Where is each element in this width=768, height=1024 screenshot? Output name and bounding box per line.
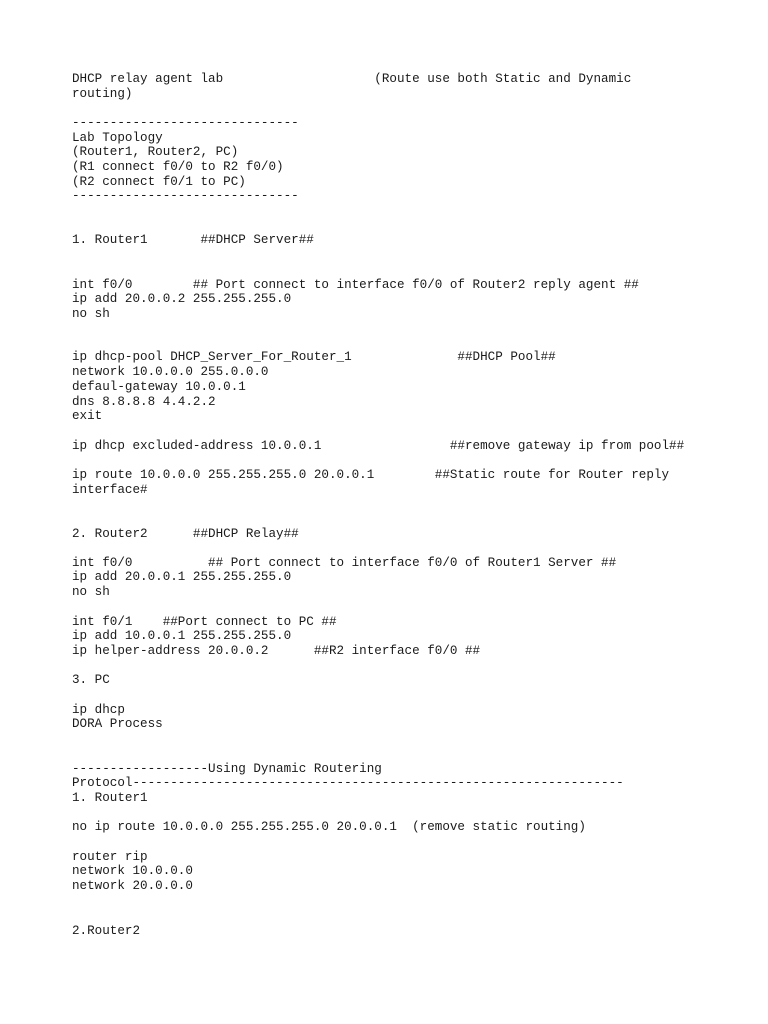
doc-title-line: DHCP relay agent lab (Route use both Static and Dynamic — [72, 72, 632, 86]
dynamic-router2-heading: 2.Router2 — [72, 924, 141, 938]
r1-pool-dns: dns 8.8.8.8 4.4.2.2 — [72, 395, 216, 409]
section-router2-heading: 2. Router2 ##DHCP Relay## — [72, 527, 299, 541]
dynamic-rip-network-20: network 20.0.0.0 — [72, 879, 193, 893]
topology-divider-top: ------------------------------ — [72, 116, 299, 130]
r2-int-f0-0: int f0/0 ## Port connect to interface f0/0 of Router1 Server ## — [72, 556, 617, 570]
topology-r2-link: (R2 connect f0/1 to PC) — [72, 175, 246, 189]
dynamic-router1-heading: 1. Router1 — [72, 791, 148, 805]
dynamic-routing-divider: ------------------Using Dynamic Routering — [72, 762, 382, 776]
r2-ip-add-f0-0: ip add 20.0.0.1 255.255.255.0 — [72, 570, 292, 584]
r1-pool-gateway: defaul-gateway 10.0.0.1 — [72, 380, 246, 394]
r1-pool-exit: exit — [72, 409, 103, 423]
r1-no-sh: no sh — [72, 307, 110, 321]
r1-pool-network: network 10.0.0.0 255.0.0.0 — [72, 365, 269, 379]
pc-dora-process: DORA Process — [72, 717, 163, 731]
r1-static-route: ip route 10.0.0.0 255.255.255.0 20.0.0.1 ##Static route for Router reply — [72, 468, 670, 482]
topology-devices: (Router1, Router2, PC) — [72, 145, 239, 159]
topology-divider-bottom: ------------------------------ — [72, 189, 299, 203]
section-pc-heading: 3. PC — [72, 673, 110, 687]
r2-int-f0-1: int f0/1 ##Port connect to PC ## — [72, 615, 337, 629]
dynamic-routing-divider-continuation: Protocol----------------------------------------------------------------- — [72, 776, 624, 790]
topology-heading: Lab Topology — [72, 131, 163, 145]
doc-title-continuation: routing) — [72, 87, 133, 101]
r2-no-sh: no sh — [72, 585, 110, 599]
dynamic-rip-network-10: network 10.0.0.0 — [72, 864, 193, 878]
r1-int-f0-0: int f0/0 ## Port connect to interface f0/0 of Router2 reply agent ## — [72, 278, 639, 292]
dynamic-router-rip: router rip — [72, 850, 148, 864]
r1-excluded-address: ip dhcp excluded-address 10.0.0.1 ##remove gateway ip from pool## — [72, 439, 685, 453]
r2-ip-add-f0-1: ip add 10.0.0.1 255.255.255.0 — [72, 629, 292, 643]
r1-static-route-continuation: interface# — [72, 483, 148, 497]
r2-helper-address: ip helper-address 20.0.0.2 ##R2 interface f0/0 ## — [72, 644, 481, 658]
section-router1-heading: 1. Router1 ##DHCP Server## — [72, 233, 314, 247]
dynamic-remove-static-route: no ip route 10.0.0.0 255.255.255.0 20.0.0.1 (remove static routing) — [72, 820, 586, 834]
r1-ip-add: ip add 20.0.0.2 255.255.255.0 — [72, 292, 292, 306]
r1-dhcp-pool: ip dhcp-pool DHCP_Server_For_Router_1 ##DHCP Pool## — [72, 350, 556, 364]
pc-ip-dhcp: ip dhcp — [72, 703, 125, 717]
topology-r1-link: (R1 connect f0/0 to R2 f0/0) — [72, 160, 284, 174]
